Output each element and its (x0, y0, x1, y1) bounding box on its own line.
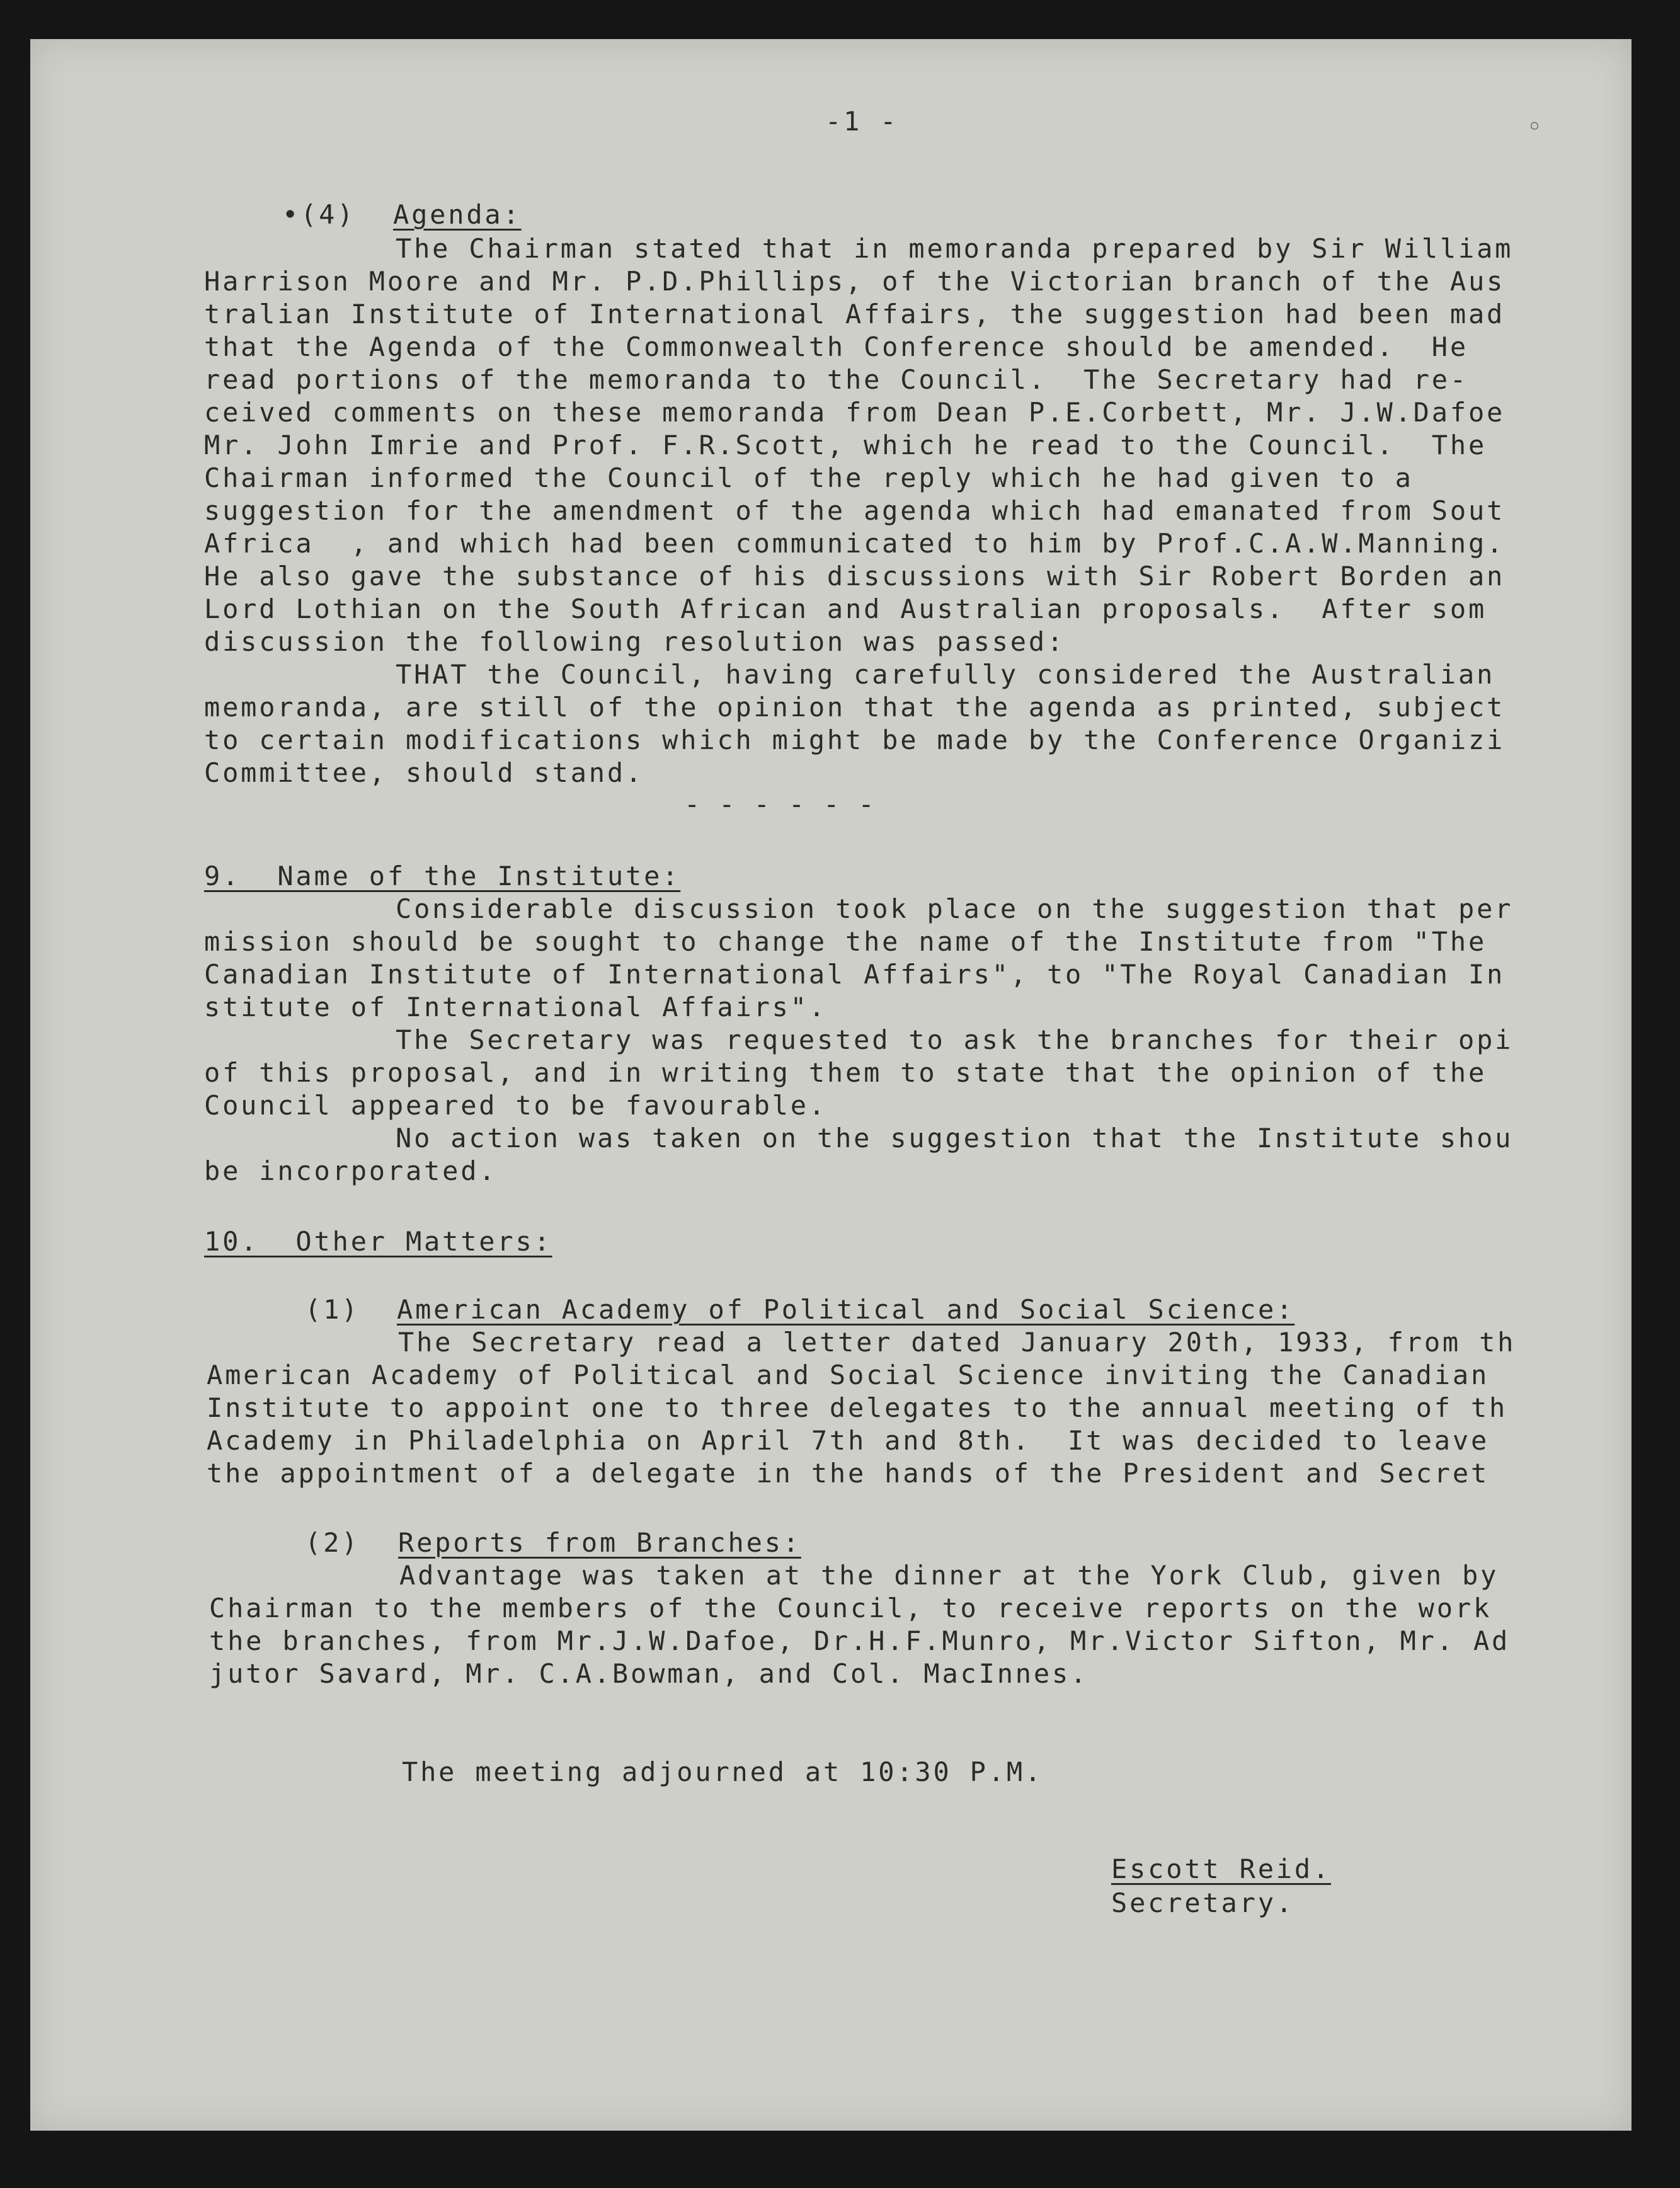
item10-sub1-line: American Academy of Political and Social Science inviting the Canadian (207, 1360, 1490, 1390)
item9-line: No action was taken on the suggestion that the Institute shou (396, 1123, 1514, 1154)
item9-line: mission should be sought to change the name of the Institute from "The (204, 926, 1487, 957)
item4-resolution-line: to certain modifications which might be made by the Conference Organizi (204, 725, 1506, 755)
item4-line: ceived comments on these memoranda from Dean P.E.Corbett, Mr. J.W.Dafoe (204, 397, 1506, 428)
item9-line: of this proposal, and in writing them to state that the opinion of the (204, 1057, 1487, 1088)
item10-sub1-line: Academy in Philadelphia on April 7th and 8th. It was decided to leave (207, 1425, 1490, 1456)
item10-heading: 10. Other Matters: (204, 1226, 552, 1257)
separator-dashes: ------ (684, 789, 893, 820)
item9-line: be incorporated. (204, 1155, 498, 1186)
item10-sub2-line: Advantage was taken at the dinner at the York Club, given by (399, 1560, 1499, 1591)
item4-line: suggestion for the amendment of the agenda which had emanated from Sout (204, 495, 1506, 526)
item4-line: Harrison Moore and Mr. P.D.Phillips, of the Victorian branch of the Aus (204, 266, 1506, 297)
item10-sub1-line: Institute to appoint one to three delegates to the annual meeting of th (207, 1392, 1508, 1423)
item4-line: Chairman informed the Council of the reply which he had given to a (204, 462, 1414, 493)
item4-resolution-line: THAT the Council, having carefully considered the Australian (396, 659, 1495, 690)
item4-heading: Agenda: (393, 199, 522, 230)
item9-heading: 9. Name of the Institute: (204, 861, 681, 891)
item4-line: He also gave the substance of his discussions with Sir Robert Borden an (204, 561, 1506, 592)
signature-name: Escott Reid. (1111, 1853, 1332, 1884)
item4-line: Lord Lothian on the South African and Australian proposals. After som (204, 593, 1487, 624)
item4-line: Africa , and which had been communicated to him by Prof.C.A.W.Manning. (204, 528, 1506, 559)
item4-line: that the Agenda of the Commonwealth Conference should be amended. He (204, 331, 1468, 362)
item4-line: read portions of the memoranda to the Council. The Secretary had re- (204, 364, 1468, 395)
item4-line: Mr. John Imrie and Prof. F.R.Scott, which he read to the Council. The (204, 430, 1487, 461)
item10-sub2-heading: Reports from Branches: (398, 1527, 801, 1558)
closing-line: The meeting adjourned at 10:30 P.M. (402, 1756, 1044, 1787)
item4-line: The Chairman stated that in memoranda prepared by Sir William (396, 233, 1514, 264)
item4-line: tralian Institute of International Affairs, the suggestion had been mad (204, 299, 1506, 329)
item9-line: Council appeared to be favourable. (204, 1090, 827, 1121)
item10-sub1-line: the appointment of a delegate in the hands of the President and Secret (207, 1458, 1490, 1489)
item10-sub2-line: jutor Savard, Mr. C.A.Bowman, and Col. MacInnes. (209, 1658, 1089, 1689)
page-number: -1 - (825, 106, 899, 137)
item10-sub2-line: the branches, from Mr.J.W.Dafoe, Dr.H.F.Munro, Mr.Victor Sifton, Mr. Ad (209, 1625, 1511, 1656)
punch-mark: ○ (1531, 117, 1539, 132)
document-page (30, 39, 1631, 2131)
item9-line: stitute of International Affairs". (204, 992, 827, 1022)
item9-line: Canadian Institute of International Affairs", to "The Royal Canadian In (204, 959, 1506, 990)
item4-resolution-line: memoranda, are still of the opinion that the agenda as printed, subject (204, 692, 1506, 723)
item4-resolution-line: Committee, should stand. (204, 757, 644, 788)
item9-line: The Secretary was requested to ask the branches for their opi (396, 1024, 1514, 1055)
item10-sub1-line: The Secretary read a letter dated January 20th, 1933, from th (398, 1327, 1516, 1358)
item4-line: discussion the following resolution was passed: (204, 626, 1066, 657)
item4-number: •(4) (282, 199, 356, 230)
item10-sub1-heading: American Academy of Political and Social Science: (397, 1294, 1295, 1325)
item10-sub2-line: Chairman to the members of the Council, to receive reports on the work (209, 1593, 1492, 1624)
item10-sub2-number: (2) (305, 1527, 360, 1558)
signature-title: Secretary. (1111, 1887, 1294, 1918)
item9-line: Considerable discussion took place on the suggestion that per (396, 893, 1514, 924)
item10-sub1-number: (1) (305, 1294, 360, 1325)
